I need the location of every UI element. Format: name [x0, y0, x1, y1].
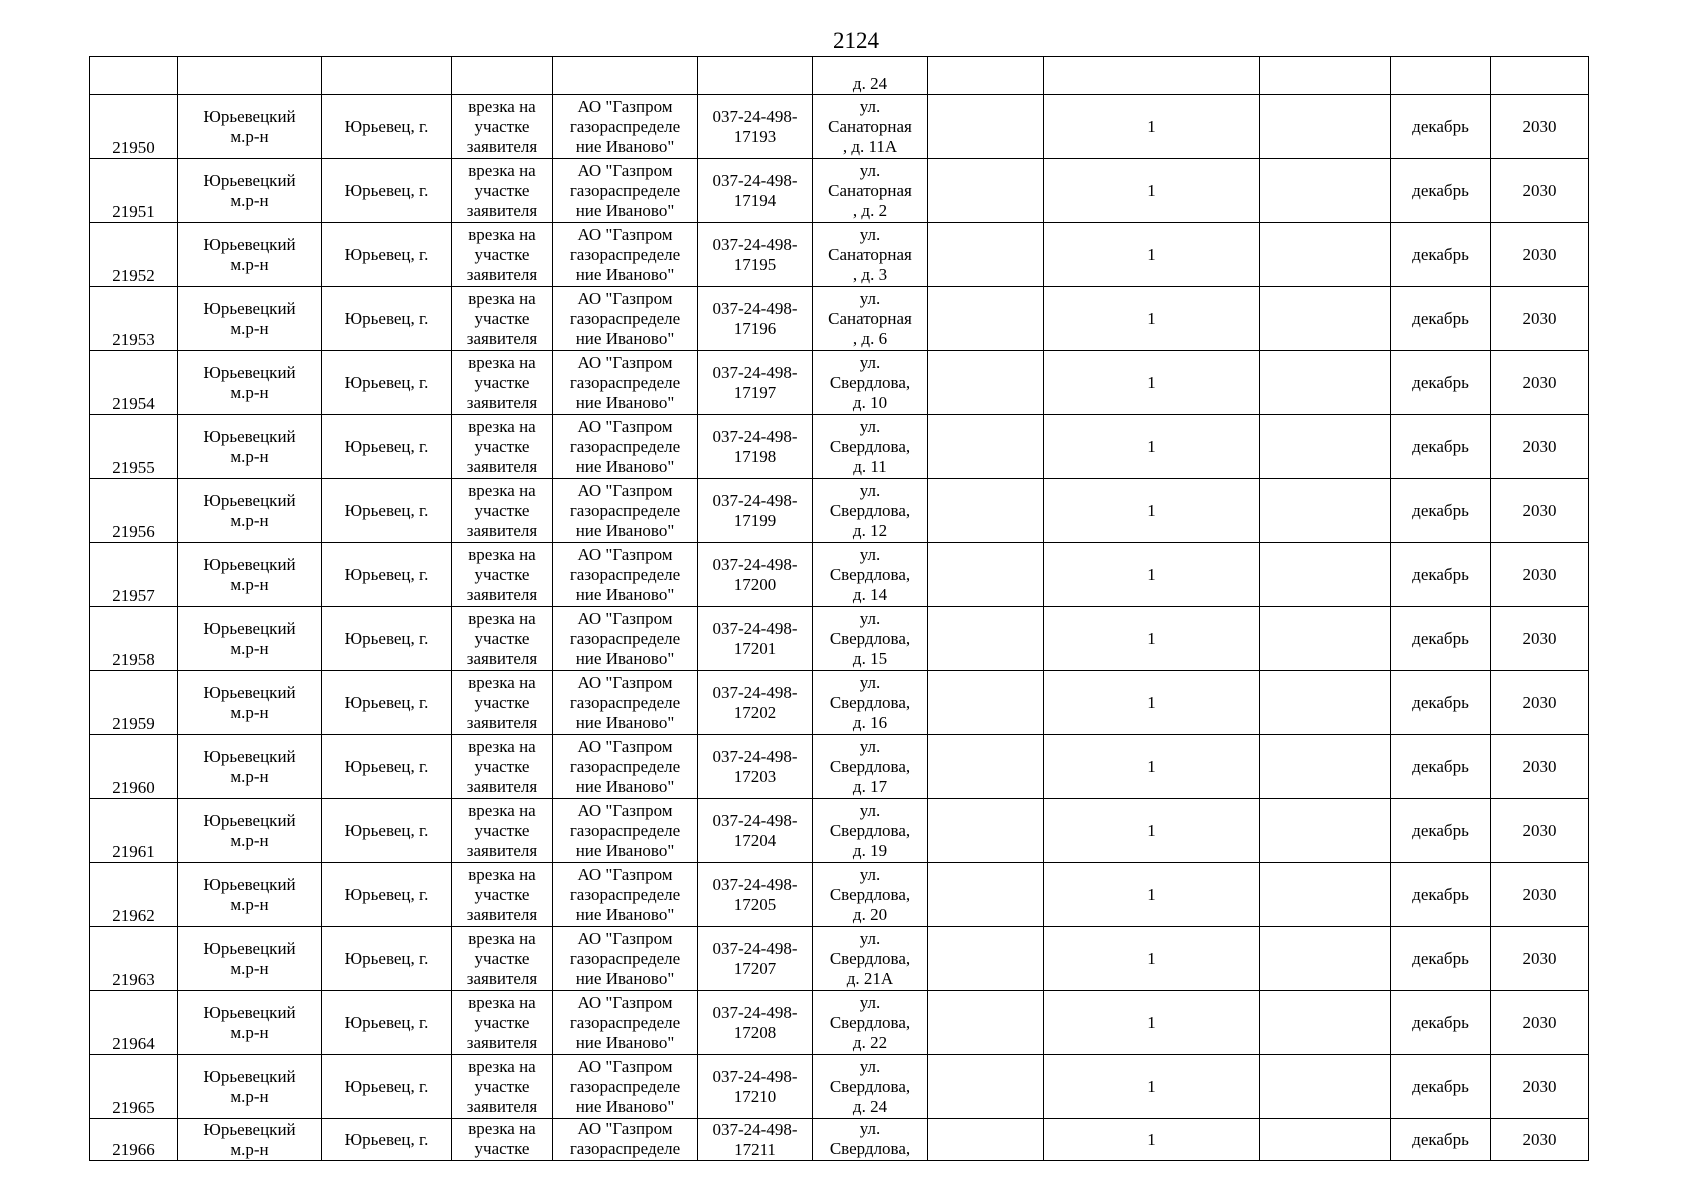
cell-year: 2030 — [1491, 1119, 1589, 1161]
table-row — [90, 671, 1589, 735]
cell-address: ул. Свердлова, д. 14 — [813, 543, 928, 607]
cell-empty — [1260, 1055, 1391, 1119]
cell-connection-method: врезка на участке заявителя — [452, 479, 553, 543]
cell-code: 037-24-498- 17205 — [698, 863, 813, 927]
cell-row-number: 21953 — [90, 287, 178, 351]
table-row — [90, 799, 1589, 863]
cell-row-number: 21957 — [90, 543, 178, 607]
cell-district: Юрьевецкий м.р-н — [178, 479, 322, 543]
cell-month: декабрь — [1391, 735, 1491, 799]
cell-connection-method: врезка на участке заявителя — [452, 1055, 553, 1119]
cell-month: декабрь — [1391, 1119, 1491, 1161]
table-row — [90, 927, 1589, 991]
cell-empty — [1260, 543, 1391, 607]
cell-address: ул. Свердлова, — [813, 1119, 928, 1161]
cell-empty — [1044, 57, 1260, 95]
cell-month: декабрь — [1391, 479, 1491, 543]
cell-empty — [928, 735, 1044, 799]
cell-connection-method: врезка на участке заявителя — [452, 735, 553, 799]
cell-code: 037-24-498- 17200 — [698, 543, 813, 607]
table-row — [90, 1055, 1589, 1119]
cell-year: 2030 — [1491, 351, 1589, 415]
cell-year: 2030 — [1491, 287, 1589, 351]
table-row — [90, 415, 1589, 479]
cell-city: Юрьевец, г. — [322, 287, 452, 351]
cell-district: Юрьевецкий м.р-н — [178, 1055, 322, 1119]
cell-district: Юрьевецкий м.р-н — [178, 735, 322, 799]
cell-district: Юрьевецкий м.р-н — [178, 607, 322, 671]
cell-organization: АО "Газпром газораспределе ние Иваново" — [553, 991, 698, 1055]
cell-empty — [928, 607, 1044, 671]
cell-year: 2030 — [1491, 223, 1589, 287]
cell-organization: АО "Газпром газораспределе ние Иваново" — [553, 671, 698, 735]
cell-empty — [928, 57, 1044, 95]
cell-empty — [1391, 57, 1491, 95]
cell-organization: АО "Газпром газораспределе ние Иваново" — [553, 799, 698, 863]
cell-connection-method: врезка на участке заявителя — [452, 607, 553, 671]
cell-empty — [178, 57, 322, 95]
cell-month: декабрь — [1391, 543, 1491, 607]
cell-quantity: 1 — [1044, 799, 1260, 863]
cell-empty — [1260, 1119, 1391, 1161]
cell-district: Юрьевецкий м.р-н — [178, 543, 322, 607]
cell-month: декабрь — [1391, 671, 1491, 735]
cell-organization: АО "Газпром газораспределе — [553, 1119, 698, 1161]
cell-address: ул. Санаторная , д. 6 — [813, 287, 928, 351]
cell-quantity: 1 — [1044, 223, 1260, 287]
cell-organization: АО "Газпром газораспределе ние Иваново" — [553, 479, 698, 543]
cell-address: ул. Свердлова, д. 19 — [813, 799, 928, 863]
table-row — [90, 607, 1589, 671]
cell-year: 2030 — [1491, 991, 1589, 1055]
cell-district: Юрьевецкий м.р-н — [178, 671, 322, 735]
cell-organization: АО "Газпром газораспределе ние Иваново" — [553, 1055, 698, 1119]
cell-empty — [928, 1119, 1044, 1161]
cell-city: Юрьевец, г. — [322, 607, 452, 671]
cell-month: декабрь — [1391, 799, 1491, 863]
cell-organization: АО "Газпром газораспределе ние Иваново" — [553, 735, 698, 799]
cell-connection-method: врезка на участке заявителя — [452, 927, 553, 991]
cell-year: 2030 — [1491, 1055, 1589, 1119]
cell-month: декабрь — [1391, 223, 1491, 287]
cell-quantity: 1 — [1044, 415, 1260, 479]
cell-code: 037-24-498- 17203 — [698, 735, 813, 799]
cell-year: 2030 — [1491, 927, 1589, 991]
cell-year: 2030 — [1491, 159, 1589, 223]
cell-code: 037-24-498- 17196 — [698, 287, 813, 351]
table-row — [90, 543, 1589, 607]
cell-empty — [1260, 57, 1391, 95]
cell-district: Юрьевецкий м.р-н — [178, 863, 322, 927]
cell-year: 2030 — [1491, 415, 1589, 479]
cell-organization: АО "Газпром газораспределе ние Иваново" — [553, 223, 698, 287]
cell-city: Юрьевец, г. — [322, 479, 452, 543]
cell-city: Юрьевец, г. — [322, 1055, 452, 1119]
cell-organization: АО "Газпром газораспределе ние Иваново" — [553, 927, 698, 991]
cell-code: 037-24-498- 17193 — [698, 95, 813, 159]
cell-month: декабрь — [1391, 287, 1491, 351]
cell-address: ул. Свердлова, д. 24 — [813, 1055, 928, 1119]
cell-row-number: 21959 — [90, 671, 178, 735]
cell-month: декабрь — [1391, 863, 1491, 927]
cell-connection-method: врезка на участке заявителя — [452, 543, 553, 607]
cell-quantity: 1 — [1044, 671, 1260, 735]
cell-empty — [452, 57, 553, 95]
cell-row-number: 21965 — [90, 1055, 178, 1119]
cell-connection-method: врезка на участке заявителя — [452, 159, 553, 223]
cell-code: 037-24-498- 17195 — [698, 223, 813, 287]
cell-address: ул. Санаторная , д. 3 — [813, 223, 928, 287]
cell-month: декабрь — [1391, 991, 1491, 1055]
cell-empty — [1491, 57, 1589, 95]
cell-address: ул. Свердлова, д. 15 — [813, 607, 928, 671]
cell-quantity: 1 — [1044, 287, 1260, 351]
cell-city: Юрьевец, г. — [322, 991, 452, 1055]
cell-year: 2030 — [1491, 95, 1589, 159]
table-row — [90, 287, 1589, 351]
cell-code: 037-24-498- 17199 — [698, 479, 813, 543]
table-row — [90, 223, 1589, 287]
cell-code: 037-24-498- 17194 — [698, 159, 813, 223]
cell-quantity: 1 — [1044, 351, 1260, 415]
cell-code: 037-24-498- 17198 — [698, 415, 813, 479]
cell-empty — [1260, 95, 1391, 159]
cell-address: ул. Свердлова, д. 11 — [813, 415, 928, 479]
cell-empty — [1260, 607, 1391, 671]
cell-row-number: 21954 — [90, 351, 178, 415]
table-row — [90, 735, 1589, 799]
cell-connection-method: врезка на участке заявителя — [452, 991, 553, 1055]
cell-connection-method: врезка на участке заявителя — [452, 671, 553, 735]
cell-empty — [698, 57, 813, 95]
cell-code: 037-24-498- 17208 — [698, 991, 813, 1055]
cell-empty — [322, 57, 452, 95]
cell-address: ул. Свердлова, д. 20 — [813, 863, 928, 927]
cell-empty — [90, 57, 178, 95]
cell-empty — [1260, 223, 1391, 287]
cell-month: декабрь — [1391, 415, 1491, 479]
cell-month: декабрь — [1391, 351, 1491, 415]
cell-code: 037-24-498- 17211 — [698, 1119, 813, 1161]
cell-empty — [928, 671, 1044, 735]
cell-connection-method: врезка на участке заявителя — [452, 863, 553, 927]
cell-empty — [1260, 799, 1391, 863]
cell-quantity: 1 — [1044, 159, 1260, 223]
cell-row-number: 21964 — [90, 991, 178, 1055]
cell-address: ул. Свердлова, д. 12 — [813, 479, 928, 543]
cell-district: Юрьевецкий м.р-н — [178, 223, 322, 287]
cell-district: Юрьевецкий м.р-н — [178, 415, 322, 479]
cell-city: Юрьевец, г. — [322, 351, 452, 415]
cell-year: 2030 — [1491, 863, 1589, 927]
table-row — [90, 479, 1589, 543]
cell-empty — [1260, 479, 1391, 543]
cell-row-number: 21960 — [90, 735, 178, 799]
cell-year: 2030 — [1491, 479, 1589, 543]
cell-empty — [1260, 735, 1391, 799]
cell-row-number: 21958 — [90, 607, 178, 671]
cell-quantity: 1 — [1044, 1055, 1260, 1119]
cell-code: 037-24-498- 17210 — [698, 1055, 813, 1119]
cell-city: Юрьевец, г. — [322, 927, 452, 991]
cell-row-number: 21956 — [90, 479, 178, 543]
cell-quantity: 1 — [1044, 991, 1260, 1055]
cell-connection-method: врезка на участке — [452, 1119, 553, 1161]
cell-code: 037-24-498- 17197 — [698, 351, 813, 415]
cell-district: Юрьевецкий м.р-н — [178, 991, 322, 1055]
cell-row-number: 21950 — [90, 95, 178, 159]
cell-city: Юрьевец, г. — [322, 671, 452, 735]
cell-organization: АО "Газпром газораспределе ние Иваново" — [553, 415, 698, 479]
cell-city: Юрьевец, г. — [322, 415, 452, 479]
cell-empty — [928, 287, 1044, 351]
cell-city: Юрьевец, г. — [322, 159, 452, 223]
cell-district: Юрьевецкий м.р-н — [178, 287, 322, 351]
cell-organization: АО "Газпром газораспределе ние Иваново" — [553, 863, 698, 927]
cell-code: 037-24-498- 17204 — [698, 799, 813, 863]
cell-city: Юрьевец, г. — [322, 543, 452, 607]
cell-empty — [928, 415, 1044, 479]
cell-month: декабрь — [1391, 1055, 1491, 1119]
cell-empty — [928, 95, 1044, 159]
cell-city: Юрьевец, г. — [322, 95, 452, 159]
cell-district: Юрьевецкий м.р-н — [178, 799, 322, 863]
cell-year: 2030 — [1491, 671, 1589, 735]
cell-city: Юрьевец, г. — [322, 799, 452, 863]
cell-code: 037-24-498- 17202 — [698, 671, 813, 735]
cell-quantity: 1 — [1044, 1119, 1260, 1161]
cell-empty — [1260, 927, 1391, 991]
cell-row-number: 21951 — [90, 159, 178, 223]
cell-code: 037-24-498- 17201 — [698, 607, 813, 671]
cell-connection-method: врезка на участке заявителя — [452, 95, 553, 159]
cell-empty — [1260, 671, 1391, 735]
cell-address: ул. Санаторная , д. 11А — [813, 95, 928, 159]
cell-address: ул. Санаторная , д. 2 — [813, 159, 928, 223]
cell-empty — [1260, 351, 1391, 415]
cell-empty — [928, 479, 1044, 543]
table-row — [90, 1119, 1589, 1161]
cell-row-number: 21966 — [90, 1119, 178, 1161]
cell-row-number: 21963 — [90, 927, 178, 991]
cell-connection-method: врезка на участке заявителя — [452, 799, 553, 863]
cell-organization: АО "Газпром газораспределе ние Иваново" — [553, 159, 698, 223]
cell-district: Юрьевецкий м.р-н — [178, 1119, 322, 1161]
cell-row-number: 21952 — [90, 223, 178, 287]
cell-code: 037-24-498- 17207 — [698, 927, 813, 991]
cell-empty — [1260, 159, 1391, 223]
registry-table — [89, 56, 1589, 1161]
cell-organization: АО "Газпром газораспределе ние Иваново" — [553, 543, 698, 607]
cell-address: ул. Свердлова, д. 22 — [813, 991, 928, 1055]
cell-connection-method: врезка на участке заявителя — [452, 351, 553, 415]
cell-address: ул. Свердлова, д. 17 — [813, 735, 928, 799]
table-row-continued — [90, 57, 1589, 95]
cell-empty — [928, 1055, 1044, 1119]
cell-quantity: 1 — [1044, 927, 1260, 991]
table-row — [90, 95, 1589, 159]
cell-address: д. 24 — [813, 57, 928, 95]
cell-organization: АО "Газпром газораспределе ние Иваново" — [553, 351, 698, 415]
cell-connection-method: врезка на участке заявителя — [452, 223, 553, 287]
cell-quantity: 1 — [1044, 735, 1260, 799]
cell-year: 2030 — [1491, 735, 1589, 799]
cell-month: декабрь — [1391, 159, 1491, 223]
cell-address: ул. Свердлова, д. 21А — [813, 927, 928, 991]
cell-empty — [553, 57, 698, 95]
table-row — [90, 863, 1589, 927]
cell-row-number: 21955 — [90, 415, 178, 479]
cell-organization: АО "Газпром газораспределе ние Иваново" — [553, 95, 698, 159]
cell-year: 2030 — [1491, 799, 1589, 863]
cell-district: Юрьевецкий м.р-н — [178, 351, 322, 415]
cell-city: Юрьевец, г. — [322, 735, 452, 799]
cell-quantity: 1 — [1044, 95, 1260, 159]
cell-city: Юрьевец, г. — [322, 1119, 452, 1161]
cell-organization: АО "Газпром газораспределе ние Иваново" — [553, 607, 698, 671]
cell-district: Юрьевецкий м.р-н — [178, 159, 322, 223]
cell-quantity: 1 — [1044, 479, 1260, 543]
cell-city: Юрьевец, г. — [322, 223, 452, 287]
cell-row-number: 21961 — [90, 799, 178, 863]
cell-address: ул. Свердлова, д. 10 — [813, 351, 928, 415]
cell-quantity: 1 — [1044, 863, 1260, 927]
cell-connection-method: врезка на участке заявителя — [452, 287, 553, 351]
table-body — [90, 57, 1589, 1161]
cell-empty — [1260, 415, 1391, 479]
cell-empty — [928, 991, 1044, 1055]
cell-district: Юрьевецкий м.р-н — [178, 95, 322, 159]
table-row — [90, 351, 1589, 415]
cell-quantity: 1 — [1044, 543, 1260, 607]
cell-year: 2030 — [1491, 607, 1589, 671]
cell-empty — [1260, 991, 1391, 1055]
cell-organization: АО "Газпром газораспределе ние Иваново" — [553, 287, 698, 351]
cell-empty — [928, 863, 1044, 927]
table-row — [90, 991, 1589, 1055]
cell-year: 2030 — [1491, 543, 1589, 607]
cell-empty — [928, 351, 1044, 415]
page-number: 2124 — [833, 28, 879, 53]
cell-empty — [928, 159, 1044, 223]
cell-empty — [928, 799, 1044, 863]
cell-empty — [928, 223, 1044, 287]
cell-row-number: 21962 — [90, 863, 178, 927]
cell-month: декабрь — [1391, 607, 1491, 671]
cell-empty — [1260, 287, 1391, 351]
cell-quantity: 1 — [1044, 607, 1260, 671]
cell-empty — [928, 543, 1044, 607]
cell-empty — [928, 927, 1044, 991]
cell-month: декабрь — [1391, 95, 1491, 159]
cell-district: Юрьевецкий м.р-н — [178, 927, 322, 991]
cell-city: Юрьевец, г. — [322, 863, 452, 927]
cell-address: ул. Свердлова, д. 16 — [813, 671, 928, 735]
cell-month: декабрь — [1391, 927, 1491, 991]
cell-connection-method: врезка на участке заявителя — [452, 415, 553, 479]
cell-empty — [1260, 863, 1391, 927]
table-row — [90, 159, 1589, 223]
